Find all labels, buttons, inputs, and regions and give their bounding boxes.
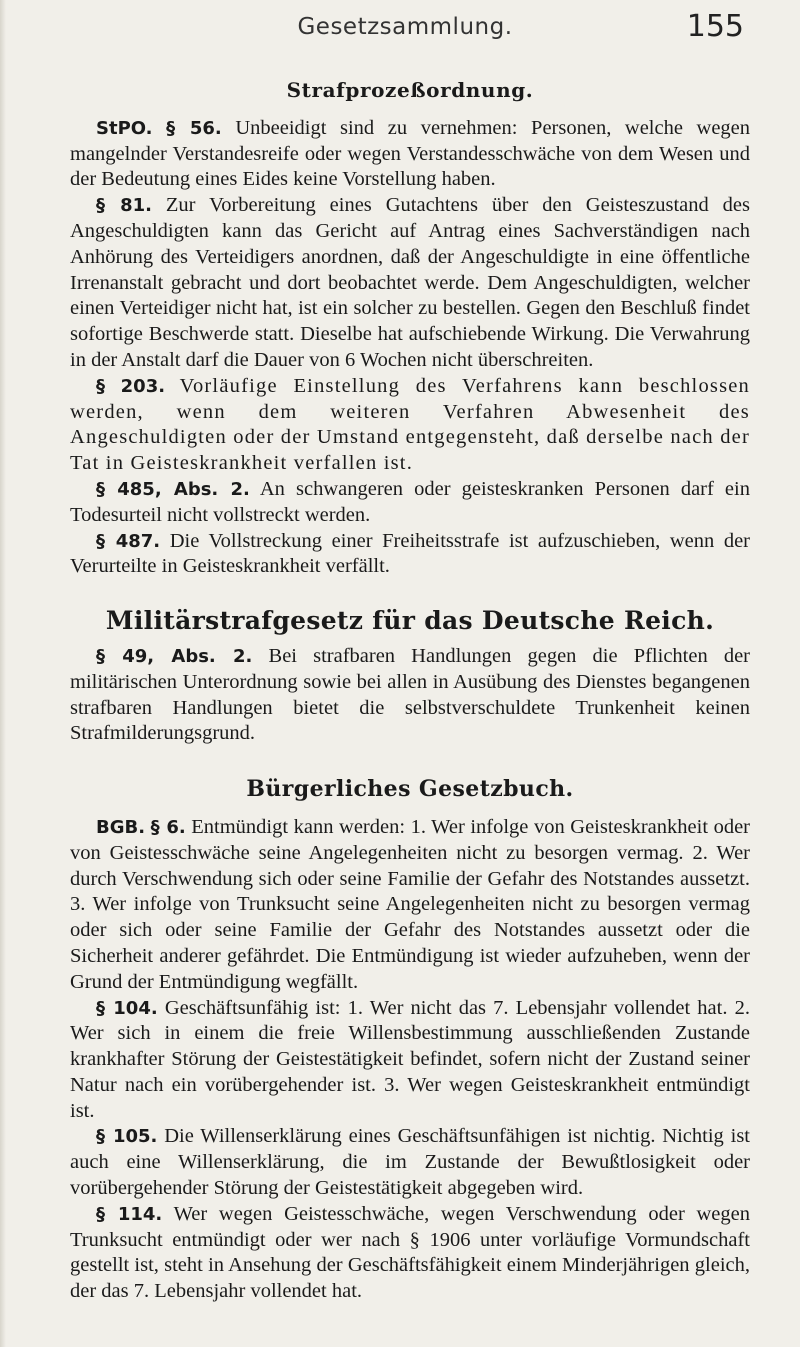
section-reference: § 56. <box>166 117 222 139</box>
section-reference: § 81. <box>96 195 152 217</box>
section-reference: § 114. <box>96 1203 163 1225</box>
section-reference: § 485, Abs. 2. <box>96 478 250 500</box>
paragraph-text: Wer wegen Geistesschwäche, wegen Verschwendung oder wegen Trunksucht entmündigt oder wer nach § 1906 unter vorläufige Vormundschaft gestellt ist, steht in Ansehung der Geschäftsfähigkeit einem Minderjährigen gleich, der das 7. Lebensjahr vollendet hat. <box>70 1202 750 1303</box>
paragraph-text: Entmündigt kann werden: 1. Wer infolge von Geisteskrankheit oder von Geistesschwäche seine Angelegenheiten nicht zu besorgen vermag. 2. Wer durch Verschwendung sich oder seine Familie der Gefahr des Notstandes aussetzt. 3. Wer infolge von Trunksucht seine Angelegenheiten nicht zu besorgen vermag oder sich oder seine Familie der Gefahr des Notstandes aussetzt oder die Sicherheit anderer gefährdet. Die Entmündigung ist wieder aufzuheben, wenn der Grund der Entmündigung wegfällt. <box>70 815 751 993</box>
paragraph-text: Zur Vorbereitung eines Gutachtens über den Geisteszustand des Angeschuldigten kann das Gericht auf Antrag eines Sachverständigen nach Anhörung des Verteidigers anordnen, daß der Angeschuldigte in eine öffentliche Irrenanstalt gebracht und dort beobachtet werde. Dem Angeschuldigten, welcher einen Verteidiger nicht hat, ist ein solcher zu bestellen. Gegen den Beschluß findet sofortige Beschwerde statt. Dieselbe hat aufschiebende Wirkung. Die Verwahrung in der Anstalt darf die Dauer von 6 Wochen nicht überschreiten. <box>70 194 751 371</box>
section-heading-strafprozessordnung: Strafprozeßordnung. <box>286 78 534 102</box>
paragraph-text: Geschäftsunfähig ist: 1. Wer nicht das 7. Lebensjahr vollendet hat. 2. Wer sich in einem die freie Willensbestimmung ausschließenden Zustande krankhafter Störung der Geistestätigkeit befindet, sofern nicht der Zustand seiner Natur nach ein vorübergehender ist. 3. Wer wegen Geisteskrankheit entmündigt ist. <box>70 996 750 1122</box>
section-reference: § 6. <box>150 816 186 838</box>
paragraph-stpo-487 <box>70 529 750 581</box>
paragraph-text: Vorläufige Einstellung des Verfahrens kann beschlossen werden, wenn dem weiteren Verfahren Abwesenheit des Angeschuldigten oder der Umstand entgegensteht, daß derselbe nach der Tat in Geisteskrankheit verfallen ist. <box>70 374 751 475</box>
page-body <box>70 78 750 1305</box>
paragraph-stpo-485 <box>70 477 750 529</box>
paragraph-text: Bei strafbaren Handlungen gegen die Pflichten der militärischen Unterordnung sowie bei allen in Ausübung des Dienstes begangenen strafbaren Handlungen bietet die selbstverschuldete Trunkenheit keinen Strafmilderungsgrund. <box>70 644 751 745</box>
page-number: 155 <box>686 9 744 44</box>
section-reference: § 105. <box>96 1126 158 1148</box>
paragraph-stpo-56 <box>70 116 750 193</box>
section-reference: § 104. <box>96 997 158 1019</box>
section-reference: § 203. <box>96 375 166 397</box>
paragraph-bgb-105 <box>70 1124 750 1201</box>
statute-abbreviation: BGB. <box>96 816 146 838</box>
section-reference: § 49, Abs. 2. <box>96 645 253 667</box>
section-reference: § 487. <box>96 530 161 552</box>
section-heading-militaerstrafgesetz: Militärstrafgesetz für das Deutsche Reich. <box>105 606 715 636</box>
paragraph-bgb-6 <box>70 815 750 996</box>
paragraph-bgb-114 <box>70 1202 750 1305</box>
running-title: Gesetzsammlung. <box>297 14 513 40</box>
paragraph-text: Die Willenserklärung eines Geschäftsunfähigen ist nichtig. Nichtig ist auch eine Willenserklärung, die im Zustande der Bewußtlosigkeit oder vorübergehender Störung der Geistestätigkeit abgegeben wird. <box>70 1125 750 1200</box>
paragraph-mstgb-49 <box>70 644 750 747</box>
paragraph-stpo-203 <box>70 374 750 477</box>
section-heading-buergerliches-gesetzbuch: Bürgerliches Gesetzbuch. <box>246 776 574 803</box>
paragraph-stpo-81 <box>70 193 750 374</box>
paragraph-text: Unbeeidigt sind zu vernehmen: Personen, welche wegen mangelnder Verstandesreife oder wegen Verstandesschwäche von dem Wesen und der Bedeutung eines Eides keine Vorstellung haben. <box>70 116 751 191</box>
paragraph-text: Die Vollstreckung einer Freiheitsstrafe ist aufzuschieben, wenn der Verurteilte in Geisteskrankheit verfällt. <box>70 529 751 578</box>
statute-abbreviation: StPO. <box>96 117 153 139</box>
page-binding-edge <box>0 0 6 1347</box>
paragraph-text: An schwangeren oder geisteskranken Personen darf ein Todesurteil nicht vollstreckt werden. <box>70 477 750 526</box>
paragraph-bgb-104 <box>70 996 750 1125</box>
